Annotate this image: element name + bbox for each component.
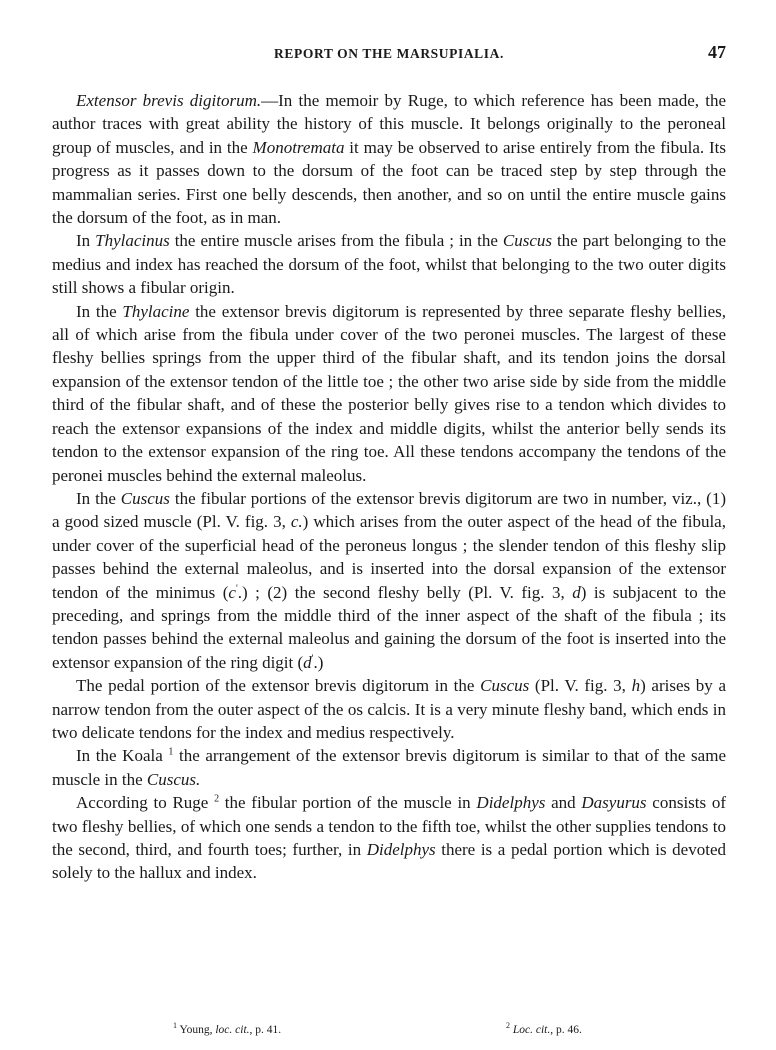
page-number: 47 [708, 42, 726, 62]
paragraph-koala [52, 744, 726, 791]
text-run: ) arises by a narrow tendon from the outer aspect of the os calcis. It is a very minute fleshy band, which ends in two delicate tendons for the index and medius respectively. [52, 676, 726, 742]
text-run: —In the memoir by Ruge, to which reference has been made, the author traces with great ability the history of this muscle. It belongs originally to the peroneal group of muscles, and in the [52, 91, 726, 157]
italic-term: Thylacinus [95, 231, 170, 251]
text-run: .) ; (2) the second fleshy belly (Pl. V. fig. 3, [237, 582, 573, 602]
italic-term: c. [290, 512, 303, 532]
page-header [52, 38, 726, 68]
text-run: there is a pedal portion which is devoted solely to the hallux and index. [52, 840, 726, 883]
superscript-mark: 1 [168, 746, 174, 758]
paragraph-ruge-didelphys [52, 791, 726, 885]
document-page [52, 38, 727, 1036]
running-head: REPORT ON THE MARSUPIALIA. [274, 46, 504, 61]
italic-term: c [228, 582, 236, 602]
text-run: According to Ruge [76, 793, 215, 813]
superscript-mark: 2 [506, 1021, 510, 1031]
italic-term: Cuscus [480, 676, 530, 696]
italic-term: Loc. cit. [512, 1024, 551, 1036]
text-run: In the Koala [76, 746, 169, 766]
superscript-mark: ' [311, 653, 314, 665]
text-run: it may be observed to arise entirely from the fibula. Its progress as it passes down to the dorsum of the foot can be traced step by step through the mammalian series. First one belly descends, then another, and so on until the entire muscle gains the dorsum of the foot, as in man. [52, 137, 726, 228]
text-run: the fibular portion of the muscle in [219, 793, 477, 813]
text-run: the arrangement of the extensor brevis digitorum is similar to that of the same muscle in the [52, 746, 726, 789]
footnote-1 [173, 1021, 282, 1036]
text-run: (Pl. V. fig. 3, [529, 676, 632, 696]
superscript-mark: 2 [214, 793, 220, 805]
paragraph-cuscus-fibular [52, 487, 726, 674]
paragraph-extensor-brevis-intro [52, 89, 726, 229]
italic-term: Dasyurus [581, 793, 647, 813]
italic-term: Cuscus [120, 488, 170, 508]
paragraph-thylacinus-cuscus [52, 229, 726, 299]
text-run: In the [76, 301, 123, 321]
text-run: consists of two fleshy bellies, of which one sends a tendon to the fifth toe, whilst the other supplies tendons to the second, third, and fourth toes; further, in [52, 793, 727, 859]
body-text [52, 89, 726, 885]
italic-term: Didelphys [366, 840, 436, 859]
text-run: the part belonging to the medius and index has reached the dorsum of the foot, whilst that belonging to the two outer digits still shows a fibular origin. [52, 231, 727, 298]
text-run: In [76, 231, 96, 251]
footnote-2 [506, 1021, 582, 1036]
paragraph-cuscus-pedal [52, 674, 726, 744]
text-run: , p. 46. [550, 1024, 582, 1036]
text-run: the entire muscle arises from the fibula ; in the [169, 231, 503, 251]
text-run: the fibular portions of the extensor brevis digitorum are two in number, viz., (1) a good sized muscle (Pl. V. fig. 3, [52, 488, 726, 532]
text-run: and [545, 793, 582, 813]
italic-term: h [631, 676, 641, 696]
text-run: the extensor brevis digitorum is represented by three separate fleshy bellies, all of which arise from the fibula under cover of the two peronei muscles. The largest of these fleshy bellies springs from the upper third of the fibular shaft, and its tendon joins the dorsal expansion of the extensor tendon of the little toe ; the other two arise side by side from the middle third of the fibular shaft, and of these the posterior belly gives rise to a tendon which divides to reach the extensor expansions of the index and middle digits, whilst the anterior belly sends its tendon to the extensor expansion of the ring toe. All these tendons accompany the tendons of the peronei muscles behind the external maleolus. [52, 301, 726, 485]
text-run: ) which arises from the outer aspect of the head of the fibula, under cover of the superficial head of the peroneus longus ; the slender tendon of this fleshy slip passes behind the external maleolus, and is inserted into the dorsal expansion of the extensor tendon of the minimus ( [52, 512, 726, 602]
italic-term: Extensor brevis digitorum. [76, 91, 262, 110]
superscript-mark: 1 [173, 1021, 177, 1031]
italic-term: loc. cit. [215, 1024, 250, 1036]
italic-term: Cuscus. [146, 769, 201, 789]
text-run: The pedal portion of the extensor brevis digitorum in the [76, 676, 481, 696]
text-run: .) [313, 652, 324, 672]
italic-term: Cuscus [502, 231, 552, 251]
text-run: , p. 41. [249, 1024, 282, 1036]
italic-term: d [303, 652, 312, 672]
text-run: ) is subjacent to the preceding, and springs from the middle third of the inner aspect of the shaft of the fibula ; its tendon passes behind the external maleolus and gaining the dorsum of the foot is inserted into the extensor expansion of the ring digit ( [52, 582, 726, 672]
paragraph-thylacine [52, 300, 726, 487]
text-run: In the [76, 488, 121, 508]
text-run: Young, [177, 1024, 216, 1036]
italic-term: Thylacine [122, 301, 190, 321]
italic-term: Monotremata [252, 137, 345, 157]
italic-term: Didelphys [476, 793, 546, 813]
italic-term: d [572, 582, 581, 602]
superscript-mark: ' [235, 582, 238, 594]
